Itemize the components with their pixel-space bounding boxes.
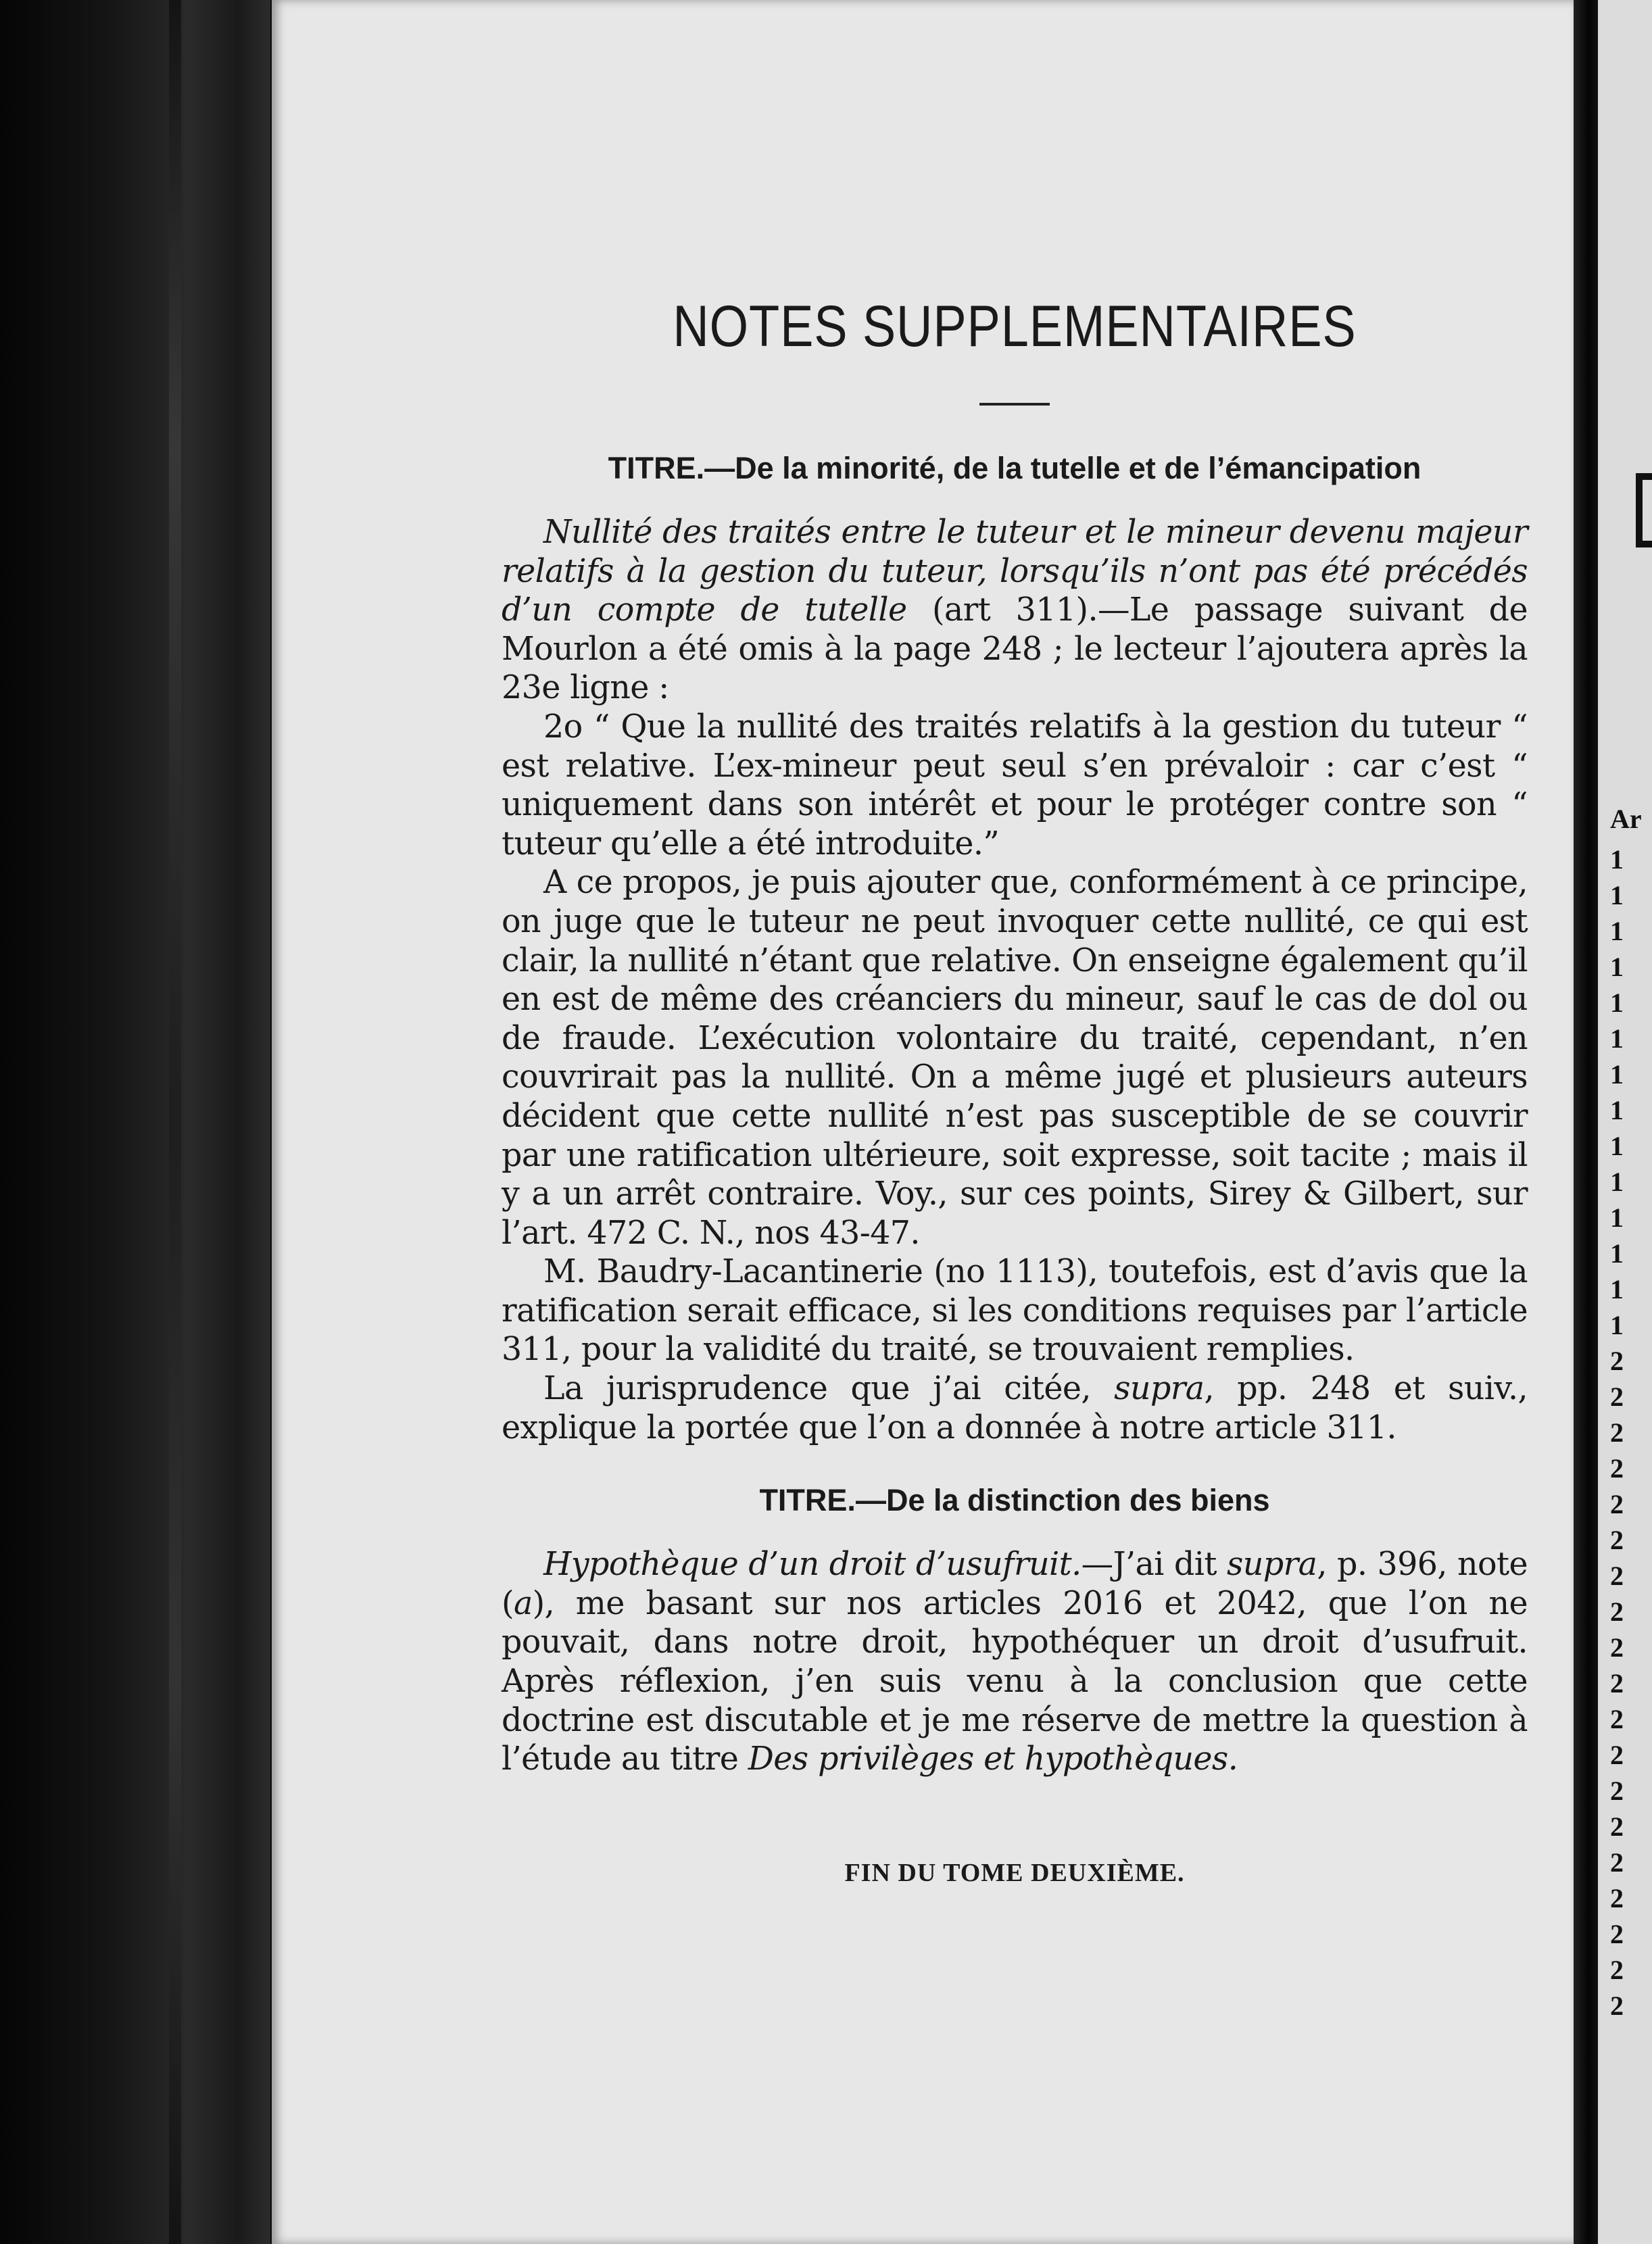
paragraph-text: ), me basant sur nos articles 2016 et 2042, que l’on ne pouvait, dans notre droit, hypothéquer un droit d’usufruit. Après réflexion, j’en suis venu à la conclusion que cette doctrine est discutable et je me réserve de mettre la question à l’étude au titre	[502, 1584, 1528, 1778]
adjacent-column-item: 1	[1610, 1167, 1624, 1197]
adjacent-column-item: 2	[1610, 1525, 1624, 1555]
book-binding	[0, 0, 270, 2244]
page-gutter	[1574, 0, 1598, 2244]
page-title: NOTES SUPPLEMENTAIRES	[673, 294, 1357, 359]
adjacent-column-item: 1	[1610, 1310, 1624, 1340]
adjacent-column-item: 2	[1610, 1668, 1624, 1699]
paragraph-text: , p. 396, note (	[502, 1546, 1528, 1622]
adjacent-column-item: 2	[1610, 1811, 1624, 1842]
section-heading-label: TITRE.	[759, 1483, 856, 1518]
adjacent-column-item: 1	[1610, 1059, 1624, 1090]
note-letter-italic: a	[513, 1584, 533, 1622]
binding-streak	[169, 0, 181, 2244]
adjacent-column-item: 2	[1610, 1847, 1624, 1878]
adjacent-column-head: Ar	[1610, 804, 1642, 834]
adjacent-column-item: 2	[1610, 1883, 1624, 1913]
adjacent-column-item: 1	[1610, 1274, 1624, 1304]
section-heading-text: —De la distinction des biens	[855, 1483, 1270, 1518]
paragraph-lead-italic: Hypothèque d’un droit d’usufruit.	[543, 1546, 1082, 1584]
supra-italic: supra	[1226, 1546, 1317, 1584]
adjacent-column-item: 1	[1610, 987, 1624, 1018]
paragraph-a-ce-propos: A ce propos, je puis ajouter que, conformément à ce principe, on juge que le tuteur ne peut invoquer cette nullité, ce qui est clair, la nullité n’étant que relative. On enseigne également qu’il en est de même des créanciers du mineur, sauf le cas de dol ou de fraude. L’exécution volontaire du traité, cependant, n’en couvrirait pas la nullité. On a même jugé et plusieurs auteurs décident que cette nullité n’est pas susceptible de se couvrir par une ratification ultérieure, soit expresse, soit tacite ; mais il y a un arrêt contraire. Voy., sur ces points, Sirey & Gilbert, sur l’art. 472 C. N., nos 43-47.	[502, 864, 1528, 1252]
adjacent-column-item: 2	[1610, 1991, 1624, 2021]
adjacent-column-item: 2	[1610, 1632, 1624, 1663]
title-rule	[979, 403, 1050, 406]
adjacent-column-item: 1	[1610, 1238, 1624, 1269]
adjacent-column-item: 2	[1610, 1704, 1624, 1734]
title-reference-italic: Des privilèges et hypothèques.	[748, 1740, 1238, 1778]
adjacent-column-item: 2	[1610, 1955, 1624, 1985]
page-content	[502, 294, 1528, 1887]
section-heading-label: TITRE.	[608, 451, 705, 485]
paragraph-hypotheque	[502, 1545, 1528, 1779]
adjacent-page-column	[1610, 806, 1652, 2028]
section-heading-biens	[502, 1483, 1528, 1518]
supra-italic: supra	[1114, 1370, 1205, 1408]
adjacent-column-item: 2	[1610, 1919, 1624, 1949]
adjacent-column-item: 2	[1610, 1561, 1624, 1591]
paragraph-text: , pp. 248 et suiv., explique la portée que l’on a donnée à notre article 311.	[502, 1370, 1528, 1446]
section-heading-minorite	[502, 453, 1528, 483]
paragraph-text: —J’ai dit	[1081, 1546, 1227, 1584]
adjacent-column-item: 1	[1610, 844, 1624, 875]
adjacent-column-item: 1	[1610, 1095, 1624, 1125]
adjacent-page-edge	[1598, 0, 1652, 2244]
adjacent-column-item: 1	[1610, 952, 1624, 982]
adjacent-column-item: 1	[1610, 916, 1624, 946]
adjacent-column-item: 1	[1610, 1023, 1624, 1054]
adjacent-column-item: 2	[1610, 1740, 1624, 1770]
section-heading-text: —De la minorité, de la tutelle et de l’émancipation	[704, 451, 1422, 485]
end-of-volume: FIN DU TOME DEUXIÈME.	[844, 1858, 1185, 1887]
paragraph-text: La jurisprudence que j’ai citée,	[543, 1370, 1115, 1408]
adjacent-column-item: 2	[1610, 1489, 1624, 1519]
adjacent-column-item: 2	[1610, 1776, 1624, 1806]
paragraph-jurisprudence	[502, 1369, 1528, 1447]
paragraph-baudry: M. Baudry-Lacantinerie (no 1113), toutefois, est d’avis que la ratification serait efficace, si les conditions requises par l’article 311, pour la validité du traité, se trouvaient remplies.	[502, 1253, 1528, 1369]
paragraph-lead-italic: Nullité des traités entre le tuteur et le mineur devenu majeur relatifs à la gestion du tuteur, lorsqu’ils n’ont pas été précédés d’un compte de tutelle	[502, 514, 1528, 629]
quotation-mourlon: 2o “ Que la nullité des traités relatifs à la gestion du tuteur “ est relative. L’ex-mineur peut seul s’en prévaloir : car c’est “ uniquement dans son intérêt et pour le protéger contre son “ tuteur qu’elle a été introduite.”	[502, 708, 1528, 862]
adjacent-column-item: 2	[1610, 1417, 1624, 1448]
adjacent-page-bracket	[1636, 473, 1652, 547]
adjacent-column-item: 1	[1610, 880, 1624, 910]
adjacent-column-item: 1	[1610, 1202, 1624, 1233]
adjacent-column-item: 2	[1610, 1382, 1624, 1412]
adjacent-column-item: 2	[1610, 1346, 1624, 1376]
paragraph-nullite	[502, 513, 1528, 708]
paragraph-text: (art 311).—Le passage suivant de Mourlon a été omis à la page 248 ; le lecteur l’ajoutera après la 23e ligne :	[502, 591, 1528, 707]
adjacent-column-item: 2	[1610, 1596, 1624, 1627]
adjacent-column-item: 1	[1610, 1131, 1624, 1161]
adjacent-column-item: 2	[1610, 1453, 1624, 1484]
